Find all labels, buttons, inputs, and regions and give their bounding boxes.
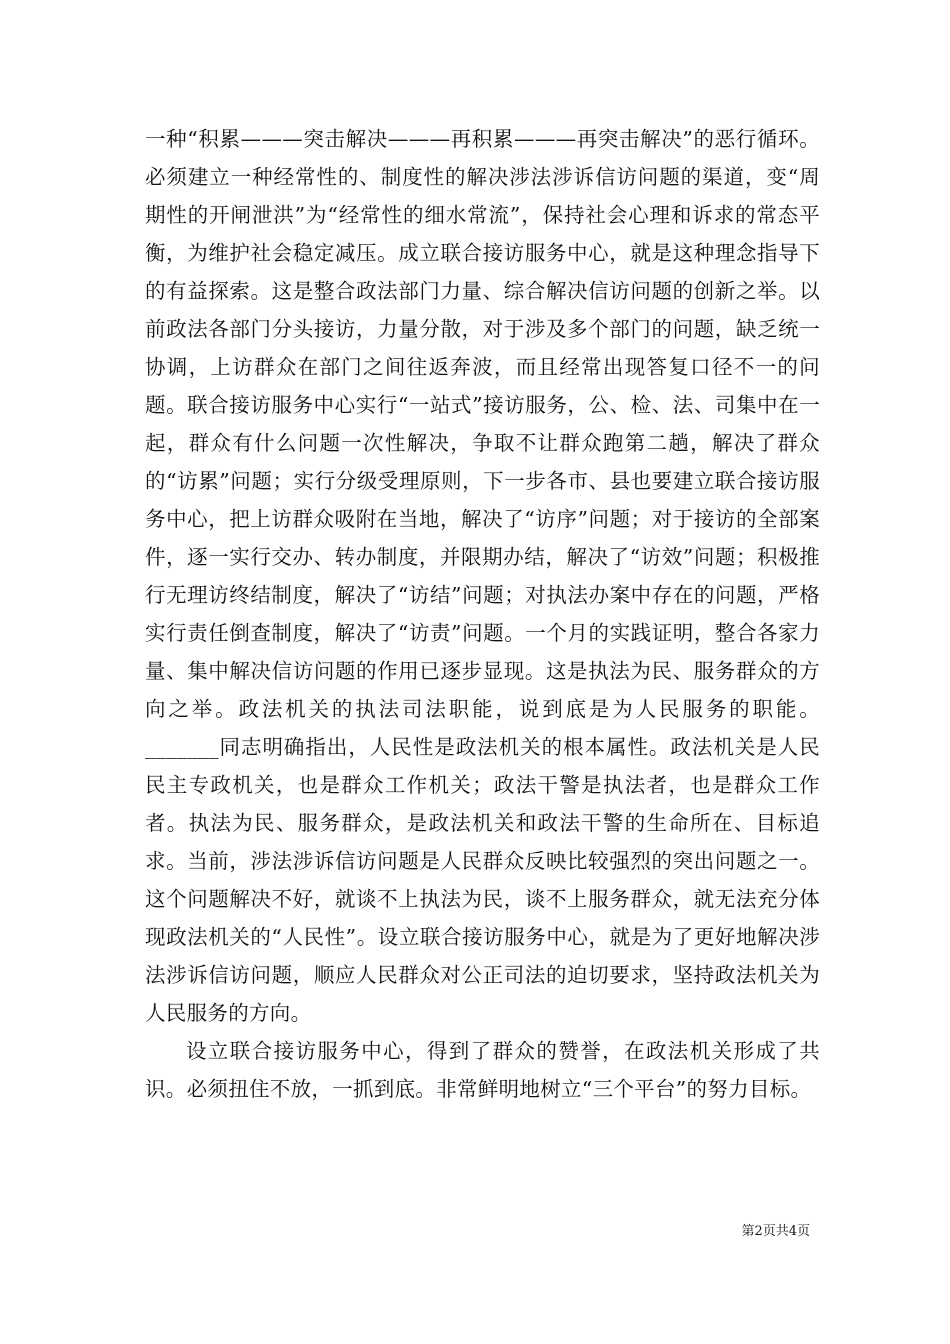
paragraph-1-part-b: 同志明确指出，人民性是政法机关的根本属性。政法机关是人民民主专政机关，也是群众工作机关；政法干警是执法者，也是群众工作者。执法为民、服务群众，是政法机关和政法干警的生命所在、目标追求。当前，涉法涉诉信访问题是人民群众反映比较强烈的突出问题之一。这个问题解决不好，就谈不上执法为民，谈不上服务群众，就无法充分体现政法机关的“人民性”。设立联合接访服务中心，就是为了更好地解决涉法涉诉信访问题，顺应人民群众对公正司法的迫切要求，坚持政法机关为人民服务的方向。 [145, 735, 820, 1025]
page-number-footer: 第2页共4页 [741, 1224, 810, 1239]
name-blank: _______ [145, 735, 219, 759]
paragraph-2: 设立联合接访服务中心，得到了群众的赞誉，在政法机关形成了共识。必须扭住不放，一抓到底。非常鲜明地树立“三个平台”的努力目标。 [145, 1039, 820, 1101]
paragraph-1 [145, 120, 820, 1032]
document-body [145, 120, 820, 1108]
paragraph-1-part-a: 一种“积累———突击解决———再积累———再突击解决”的恶行循环。必须建立一种经常性的、制度性的解决涉法涉诉信访问题的渠道，变“周期性的开闸泄洪”为“经常性的细水常流”，保持社会心理和诉求的常态平衡，为维护社会稳定减压。成立联合接访服务中心，就是这种理念指导下的有益探索。这是整合政法部门力量、综合解决信访问题的创新之举。以前政法各部门分头接访，力量分散，对于涉及多个部门的问题，缺乏统一协调，上访群众在部门之间往返奔波，而且经常出现答复口径不一的问题。联合接访服务中心实行“一站式”接访服务，公、检、法、司集中在一起，群众有什么问题一次性解决，争取不让群众跑第二趟，解决了群众的“访累”问题；实行分级受理原则，下一步各市、县也要建立联合接访服务中心，把上访群众吸附在当地，解决了“访序”问题；对于接访的全部案件，逐一实行交办、转办制度，并限期办结，解决了“访效”问题；积极推行无理访终结制度，解决了“访结”问题；对执法办案中存在的问题，严格实行责任倒查制度，解决了“访责”问题。一个月的实践证明，整合各家力量、集中解决信访问题的作用已逐步显现。这是执法为民、服务群众的方向之举。政法机关的执法司法职能，说到底是为人民服务的职能。 [145, 127, 820, 721]
